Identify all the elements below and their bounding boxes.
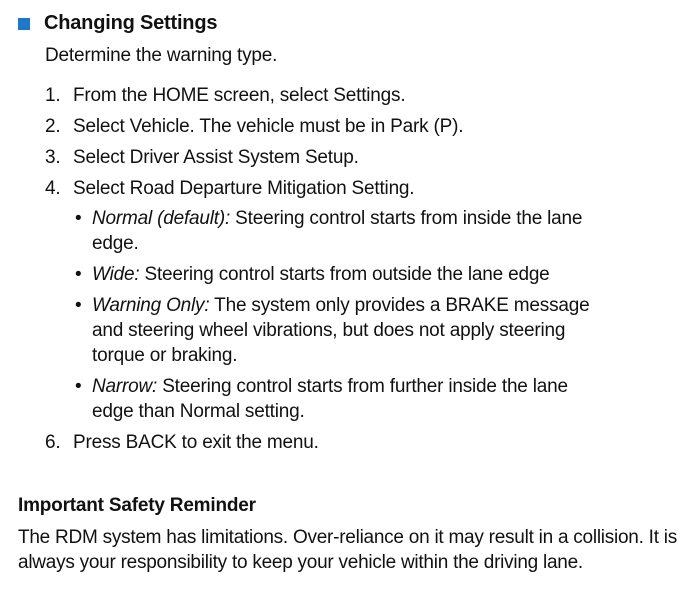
step-text: Select Driver Assist System Setup. [73,147,359,168]
section-title: Changing Settings [44,12,218,34]
step-item [45,176,665,424]
option-description: Steering control starts from further inside the lane edge than Normal setting. [92,376,568,422]
bullet-dot-icon: • [75,264,82,285]
intro-text: Determine the warning type. [45,45,278,66]
bullet-dot-icon: • [75,208,82,229]
option-term: Narrow: [92,376,158,397]
option-term: Normal (default): [92,208,231,229]
step-number: 1. [45,85,61,106]
safety-reminder-title: Important Safety Reminder [18,495,256,516]
option-wide [73,262,612,287]
step-number: 6. [45,432,61,453]
step-number: 4. [45,178,61,199]
step-item [45,430,665,455]
option-description: Steering control starts from outside the lane edge [139,264,550,285]
step-text: Press BACK to exit the menu. [73,432,319,453]
bullet-dot-icon: • [75,295,82,316]
square-bullet-icon [18,18,30,30]
step-number: 2. [45,116,61,137]
step-item [45,114,665,139]
steps-list [45,83,665,461]
section-heading [18,12,217,35]
option-normal [73,206,612,256]
setting-options-list [73,206,665,424]
step-item [45,83,665,108]
option-warning-only [73,293,612,368]
step-text: From the HOME screen, select Settings. [73,85,406,106]
option-term: Wide: [92,264,140,285]
bullet-dot-icon: • [75,376,82,397]
step-number: 3. [45,147,61,168]
option-narrow [73,374,612,424]
option-description: The system only provides a BRAKE message and steering wheel vibrations, but does not apply steering torque or braking. [92,295,590,366]
option-term: Warning Only: [92,295,210,316]
step-item [45,145,665,170]
safety-reminder-body: The RDM system has limitations. Over-reliance on it may result in a collision. It is always your responsibility to keep your vehicle within the driving lane. [18,527,677,573]
option-description: Steering control starts from inside the lane edge. [92,208,583,254]
step-text: Select Road Departure Mitigation Setting. [73,178,415,199]
step-text: Select Vehicle. The vehicle must be in Park (P). [73,116,464,137]
